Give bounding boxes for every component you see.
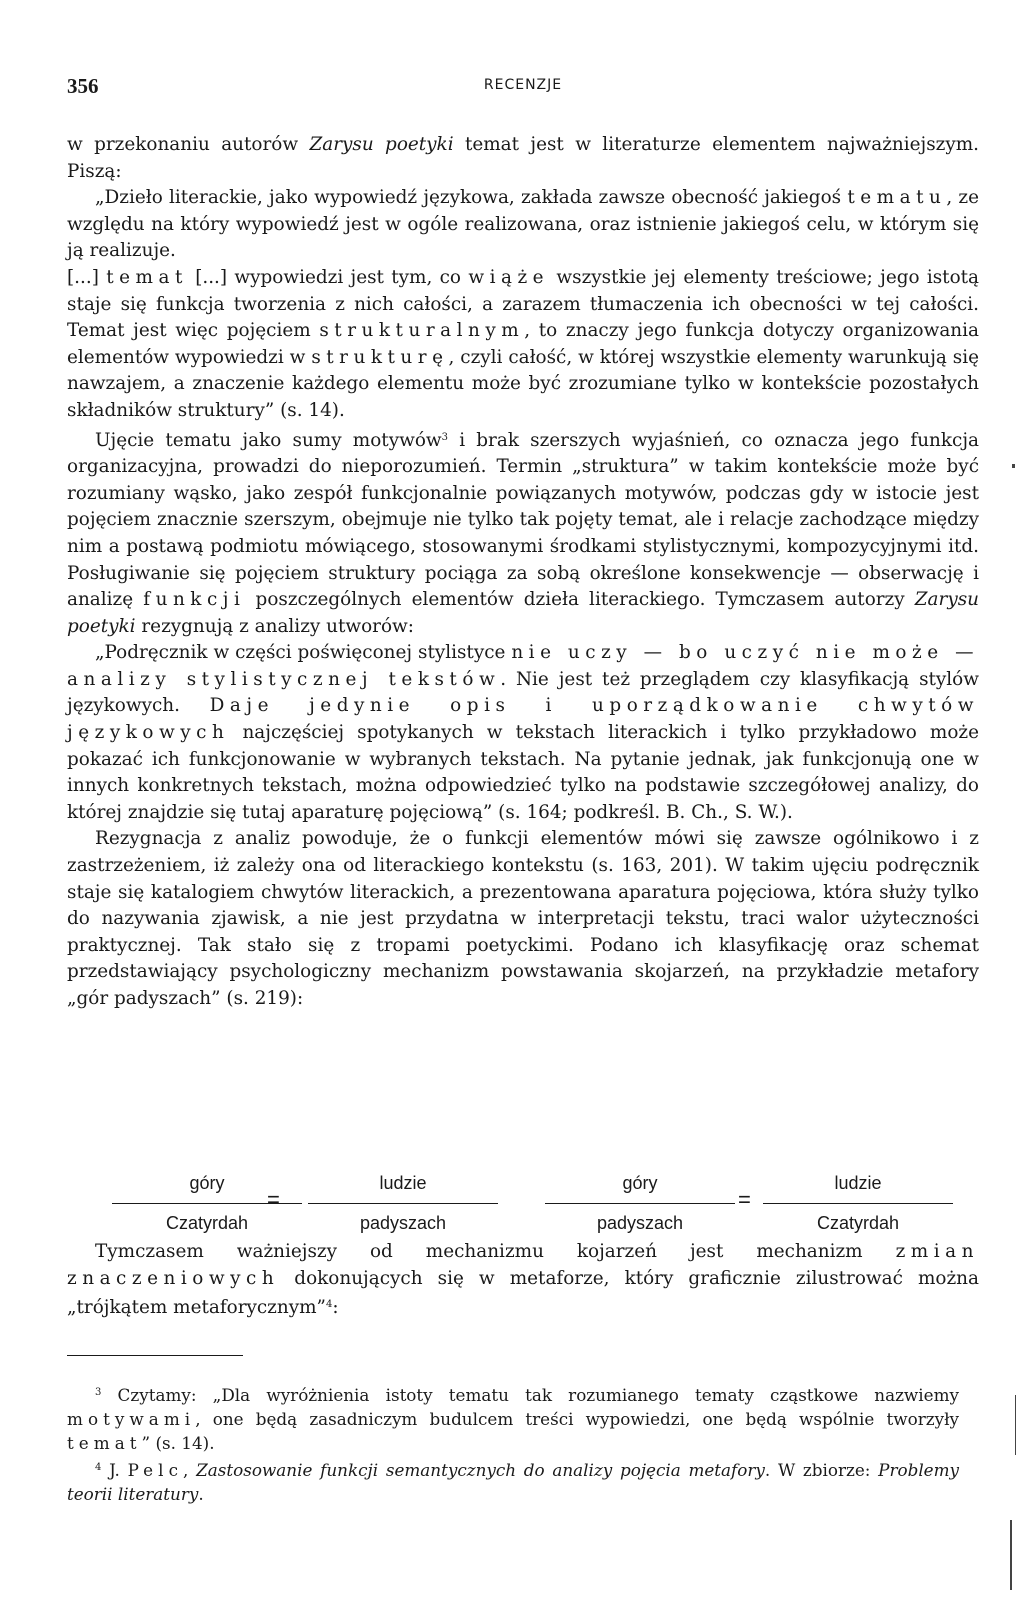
equals-sign-1: = (267, 1187, 280, 1212)
scan-edge-mark (1010, 1520, 1012, 1590)
footnote-3: $^3$ Czytamy: „Dla wyróżnienia istoty tematu tak rozumianego tematy cząstkowe nazwiemy motywami, one będą zasadniczym budulcem treści wypowiedzi, one będą wspólnie tworzyły temat” (s. 14). (67, 1385, 959, 1454)
page-number: 356 (67, 74, 99, 98)
paragraph-structure: Ujęcie tematu jako sumy motywów$^3$ i brak szerszych wyjaśnień, co oznacza jego funkcja organizacyjna, prowadzi do nieporozumień. Termin „struktura” w takim kontekście może być rozumiany wąsko, jako zespół funkcjonalnie powiązanych motywów, podczas gdy w istocie jest pojęciem znacznie szerszym, obejmuje nie tylko tak pojęty temat, ale i relacje zachodzące między nim a postawą podmiotu mówiącego, stosowanymi środkami stylistycznymi, kompozycyjnymi itd. Posługiwanie się pojęciem struktury pociąga za sobą określone konsekwencje — obserwację i analizę funkcji poszczególnych elementów dzieła literackiego. Tymczasem autorzy Zarysu poetyki rezygnują z analizy utworów: (67, 429, 979, 637)
body-text-upper (67, 132, 979, 1013)
footnote-mark: 4 (95, 1461, 102, 1473)
footnote-4: $^4$ J. Pelc, Zastosowanie funkcji semantycznych do analizy pojęcia metafory. W zbiorze: Problemy teorii literatury. (67, 1459, 960, 1504)
running-title: RECENZJE (483, 77, 563, 93)
equals-sign-2: = (738, 1187, 751, 1212)
body-text-lower (67, 1239, 979, 1322)
paragraph-semantic-shift: Tymczasem ważniejszy od mechanizmu kojarzeń jest mechanizm zmian znaczeniowych dokonujących się w metaforze, który graficznie zilustrować można „trójkątem metaforycznym”$^4$: (67, 1241, 979, 1319)
scan-edge-mark (1015, 1395, 1016, 1455)
paragraph-intro: w przekonaniu autorów Zarysu poetyki temat jest w literaturze elementem najważniejszym. Piszą: (67, 134, 979, 182)
paragraph-resignation: Rezygnacja z analiz powoduje, że o funkcji elementów mówi się zawsze ogólnikowo i z zastrzeżeniem, iż zależy ona od literackiego kontekstu (s. 163, 201). W takim ujęciu podręcznik staje się katalogiem chwytów literackich, a prezentowana aparatura pojęciowa, która służy tylko do nazywania zjawisk, a nie jest przydatna w interpretacji tekstu, traci walor użyteczności praktycznej. Tak stało się z tropami poetyckimi. Podano ich klasyfikację oraz schemat przedstawiający psychologiczny mechanizm powstawania skojarzeń, na przykładzie metafory „gór padyszach” (s. 219): (67, 828, 979, 1009)
quotation-3: „Podręcznik w części poświęconej stylistyce nie uczy — bo uczyć nie może — analizy stylistycznej tekstów. Nie jest też przeglądem czy klasyfikacją stylów językowych. Daje jedynie opis i uporządkowanie chwytów językowych najczęściej spotykanych w tekstach literackich i tylko przykładowo może pokazać ich funkcjonowanie w wybranych tekstach. Na pytanie jednak, jak funkcjonują one w innych konkretnych tekstach, można odpowiedzieć tylko na podstawie szczegółowej analizy, do której znajdzie się tutaj aparaturę pojęciową” (s. 164; podkreśl. B. Ch., S. W.). (67, 642, 979, 823)
quotation-2: [...] temat [...] wypowiedzi jest tym, co wiąże wszystkie jej elementy treściowe; jego istotą staje się funkcja tworzenia z nich całości, a zarazem tłumaczenia ich obecności w tej całości. Temat jest więc pojęciem strukturalnym, to znaczy jego funkcja dotyczy organizowania elementów wypowiedzi w strukturę, czyli całość, w której wszystkie elementy warunkują się nawzajem, a znaczenie każdego elementu może być zrozumiane tylko w kontekście pozostałych składników struktury” (s. 14). (67, 266, 980, 421)
footnote-ref-3: 3 (441, 431, 449, 443)
fraction-1: góry Czatyrdah (112, 1173, 302, 1234)
footnotes (67, 1381, 959, 1506)
fraction-3: góry padyszach (545, 1173, 735, 1234)
footnote-mark: 3 (95, 1387, 102, 1398)
footnote-ref-4: 4 (325, 1299, 333, 1311)
fraction-2: ludzie padyszach (308, 1173, 498, 1234)
footnote-divider (67, 1355, 243, 1356)
page-header (67, 74, 979, 100)
quotation-1: „Dzieło literackie, jako wypowiedź językowa, zakłada zawsze obecność jakiegoś tematu, ze względu na który wypowiedź jest w ogóle realizowana, oraz istnienie jakiegoś celu, w którym się ją realizuje. (67, 187, 980, 262)
fraction-4: ludzie Czatyrdah (763, 1173, 953, 1234)
scan-speck (1012, 464, 1015, 468)
